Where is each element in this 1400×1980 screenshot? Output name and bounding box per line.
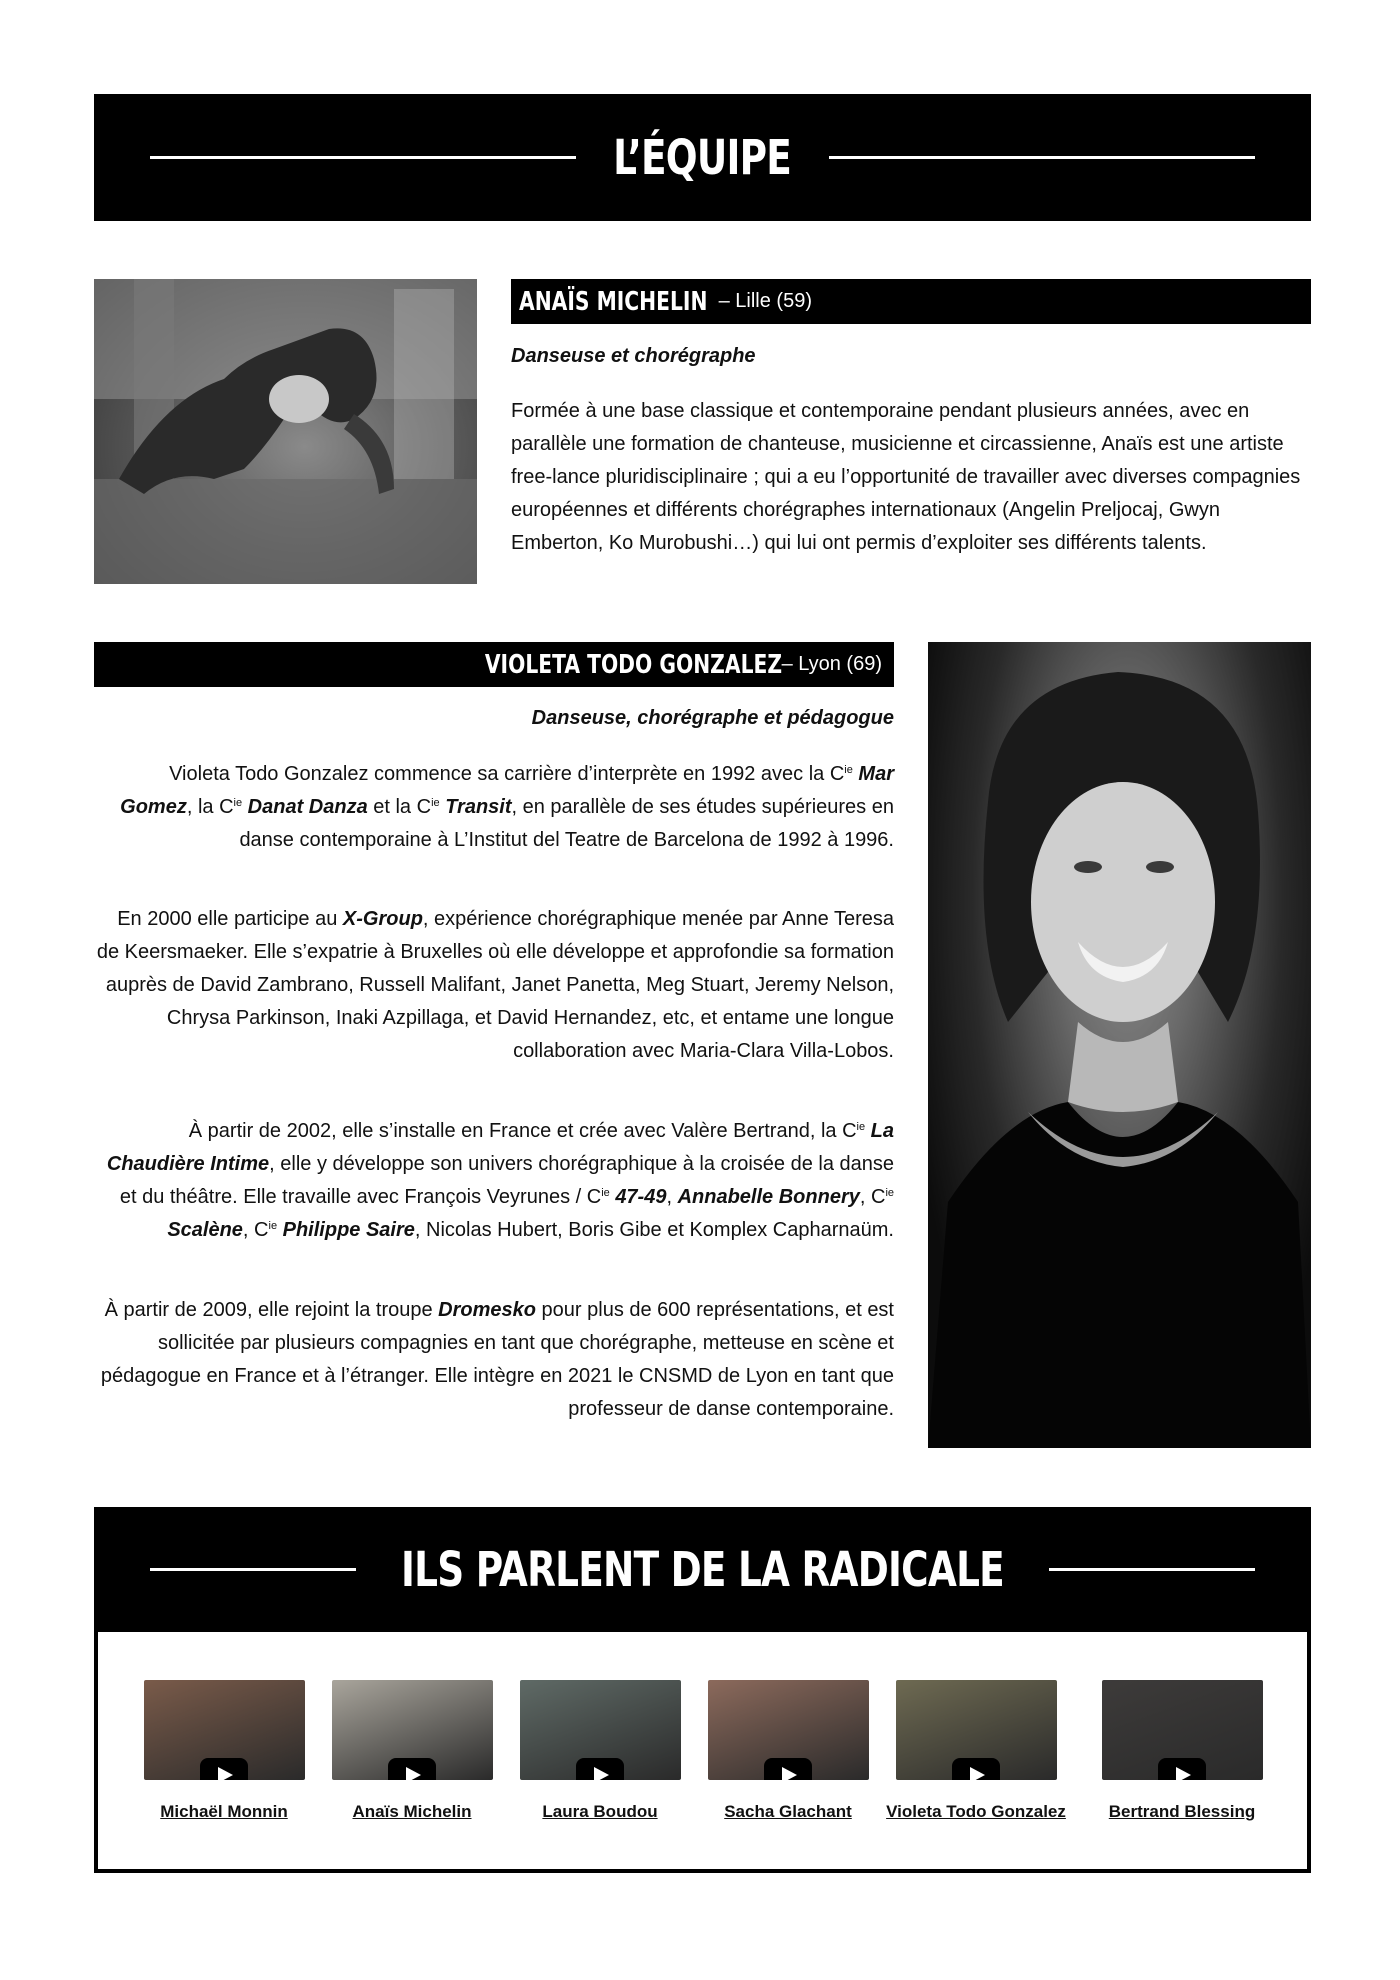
violeta-bio-paragraph-4: À partir de 2009, elle rejoint la troupe Dromesko pour plus de 600 représentations, et est sollicitée par plusieurs compagnies en tant que chorégraphe, metteuse en scène et pédagogue en France et à l’étranger. Elle intègre en 2021 le CNSMD de Lyon en tant que professeur de danse contemporaine. [100,1299,894,1420]
violeta-name: VIOLETA TODO GONZALEZ [484,649,782,680]
header-rule-left [150,156,576,159]
violeta-location: – Lyon (69) [781,653,882,675]
anais-bio: Formée à une base classique et contemporaine pendant plusieurs années, avec en parallèle une formation de chanteuse, musicienne et circassienne, Anaïs est une artiste free-lance pluridisciplinaire ; qui a eu l’opportunité de travailler avec diverses compagnies européennes et différents chorégraphes internationaux (Angelin Preljocaj, Gwyn Emberton, Ko Murobushi…) qui lui ont permis d’exploiter ses différents talents. [511,400,1301,554]
play-icon[interactable] [388,1758,436,1780]
video-thumbnail[interactable] [708,1680,869,1780]
anais-photo [94,279,477,584]
play-icon[interactable] [1158,1758,1206,1780]
play-icon[interactable] [576,1758,624,1780]
video-link[interactable]: Sacha Glachant [724,1802,852,1821]
play-icon[interactable] [952,1758,1000,1780]
violeta-role: Danseuse, chorégraphe et pédagogue [531,707,894,729]
section-title: L’ÉQUIPE [613,129,792,186]
video-thumbnail[interactable] [520,1680,681,1780]
video-card[interactable] [1067,1680,1297,1822]
video-link[interactable]: Michaël Monnin [160,1802,288,1821]
anais-name: ANAÏS MICHELIN [519,286,708,317]
play-icon[interactable] [200,1758,248,1780]
violeta-bio-paragraph-1: Violeta Todo Gonzalez commence sa carrière d’interprète en 1992 avec la $C^{ie}$ Mar Gomez, la $C^{ie}$ Danat Danza et la $C^{ie}$ Transit, en parallèle de ses études supérieures en danse contemporaine à L’Institut del Teatre de Barcelona de 1992 à 1996. [120,763,894,851]
anais-location: – Lille (59) [718,290,812,312]
video-link[interactable]: Laura Boudou [542,1802,658,1821]
video-link[interactable]: Anaïs Michelin [352,1802,472,1821]
violeta-bio-paragraph-2: En 2000 elle participe au X-Group, expérience chorégraphique menée par Anne Teresa de Keersmaeker. Elle s’expatrie à Bruxelles où elle développe et approfondie sa formation auprès de David Zambrano, Russell Malifant, Janet Panetta, Meg Stuart, Jeremy Nelson, Chrysa Parkinson, Inaki Azpillaga, et David Hernandez, etc, et entame une longue collaboration avec Maria-Clara Villa-Lobos. [96,908,894,1062]
video-thumbnail[interactable] [332,1680,493,1780]
video-card[interactable] [861,1680,1091,1822]
violeta-name-bar [94,642,894,687]
violeta-photo [928,642,1311,1448]
video-thumbnail[interactable] [1102,1680,1263,1780]
video-thumbnail[interactable] [896,1680,1057,1780]
violeta-bio-paragraph-3: À partir de 2002, elle s’installe en France et crée avec Valère Bertrand, la $C^{ie}$ La Chaudière Intime, elle y développe son univers chorégraphique à la croisée de la danse et du théâtre. Elle travaille avec François Veyrunes / $C^{ie}$ 47-49, Annabelle Bonnery, $C^{ie}$ Scalène, $C^{ie}$ Philippe Saire, Nicolas Hubert, Boris Gibe et Komplex Capharnaüm. [106,1120,894,1241]
section-header-equipe [94,94,1311,221]
anais-name-bar [511,279,1311,324]
play-icon[interactable] [764,1758,812,1780]
video-link[interactable]: Violeta Todo Gonzalez [886,1802,1066,1821]
section-header-testimonials [94,1507,1311,1632]
header-rule-right [1049,1568,1255,1571]
video-thumbnail[interactable] [144,1680,305,1780]
header-rule-right [829,156,1255,159]
video-link[interactable]: Bertrand Blessing [1108,1802,1256,1821]
header-rule-left [150,1568,356,1571]
anais-role: Danseuse et chorégraphe [511,345,756,367]
section-title: ILS PARLENT DE LA RADICALE [401,1541,1004,1598]
